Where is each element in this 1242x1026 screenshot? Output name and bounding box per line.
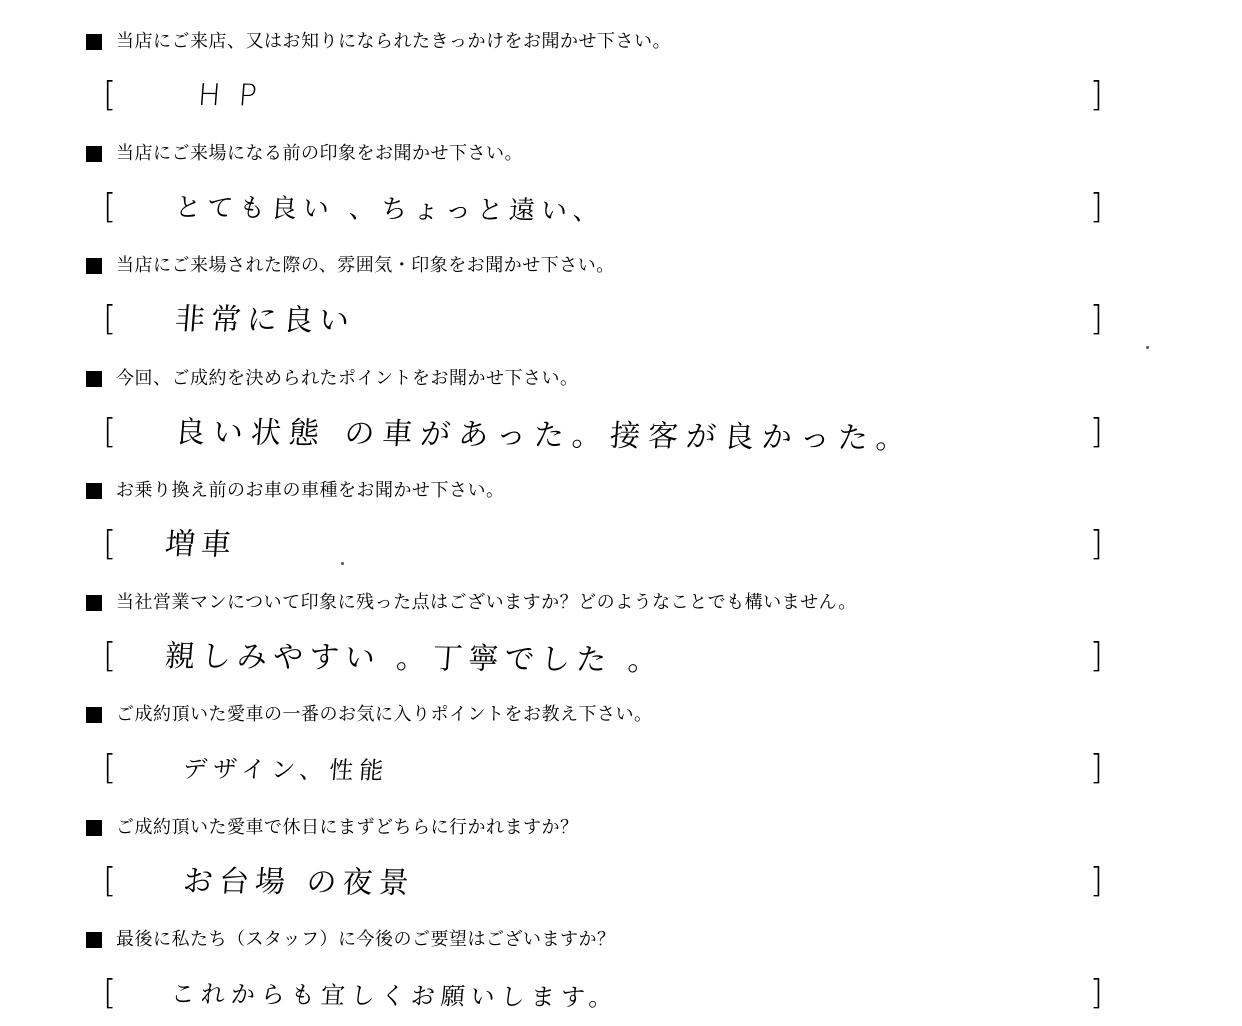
open-bracket: [: [103, 75, 117, 115]
handwritten-answer: お台場 の夜景: [181, 864, 416, 902]
bullet-square: [86, 146, 102, 162]
answer-9: [103, 972, 1103, 1016]
close-bracket: ]: [1089, 636, 1103, 676]
close-bracket: ]: [1089, 748, 1103, 788]
answer-8: [103, 860, 1103, 904]
open-bracket: [: [103, 187, 117, 227]
question-1: [86, 29, 671, 55]
question-text: 当店にご来店、又はお知りになられたきっかけをお聞かせ下さい。: [116, 31, 671, 52]
handwritten-answer: デザイン、性能: [181, 755, 391, 785]
question-text: 最後に私たち（スタッフ）に今後のご要望はございますか？: [116, 929, 616, 950]
answer-7: [103, 747, 1103, 791]
open-bracket: [: [103, 973, 117, 1013]
open-bracket: [: [103, 861, 117, 901]
close-bracket: ]: [1089, 973, 1103, 1013]
open-bracket: [: [103, 412, 117, 452]
answer-4: [103, 411, 1103, 455]
handwritten-answer: とても良い 、ちょっと遠い、: [173, 193, 607, 227]
question-7: [86, 702, 653, 728]
handwritten-answer: HP: [196, 78, 277, 114]
open-bracket: [: [103, 524, 117, 564]
question-text: 今回、ご成約を決められたポイントをお聞かせ下さい。: [116, 368, 579, 389]
scan-speck: [341, 562, 344, 565]
question-text: 当社営業マンについて印象に残った点はございますか？どのようなことでも構いません。: [116, 592, 857, 613]
answer-1: [103, 74, 1103, 118]
answer-5: [103, 523, 1103, 567]
bullet-square: [86, 932, 102, 948]
bullet-square: [86, 595, 102, 611]
bullet-square: [86, 34, 102, 50]
answer-2: [103, 186, 1103, 230]
question-4: [86, 366, 579, 392]
bullet-square: [86, 707, 102, 723]
open-bracket: [: [103, 299, 117, 339]
close-bracket: ]: [1089, 75, 1103, 115]
question-text: 当店にご来場された際の、雰囲気・印象をお聞かせ下さい。: [116, 255, 615, 276]
answer-6: [103, 635, 1103, 679]
question-3: [86, 253, 615, 279]
close-bracket: ]: [1089, 299, 1103, 339]
bullet-square: [86, 258, 102, 274]
question-5: [86, 478, 505, 504]
question-8: [86, 815, 579, 841]
handwritten-answer: 増車: [163, 527, 239, 563]
question-text: 当店にご来場になる前の印象をお聞かせ下さい。: [116, 143, 523, 164]
handwritten-answer: 親しみやすい 。丁寧でした 。: [163, 639, 666, 679]
handwritten-answer: これからも宜しくお願いします。: [169, 980, 620, 1012]
open-bracket: [: [103, 748, 117, 788]
handwritten-answer: 非常に良い: [173, 302, 357, 339]
bullet-square: [86, 371, 102, 387]
answer-3: [103, 298, 1103, 342]
scan-speck: [1146, 346, 1149, 349]
close-bracket: ]: [1089, 861, 1103, 901]
question-9: [86, 927, 616, 953]
close-bracket: ]: [1089, 412, 1103, 452]
question-text: ご成約頂いた愛車の一番のお気に入りポイントをお教え下さい。: [116, 704, 653, 725]
close-bracket: ]: [1089, 524, 1103, 564]
question-text: お乗り換え前のお車の車種をお聞かせ下さい。: [116, 480, 505, 501]
close-bracket: ]: [1089, 187, 1103, 227]
bullet-square: [86, 483, 102, 499]
question-2: [86, 141, 523, 167]
question-6: [86, 590, 857, 616]
question-text: ご成約頂いた愛車で休日にまずどちらに行かれますか？: [116, 817, 579, 838]
bullet-square: [86, 820, 102, 836]
open-bracket: [: [103, 636, 117, 676]
handwritten-answer: 良い状態 の車があった。接客が良かった。: [173, 415, 916, 457]
